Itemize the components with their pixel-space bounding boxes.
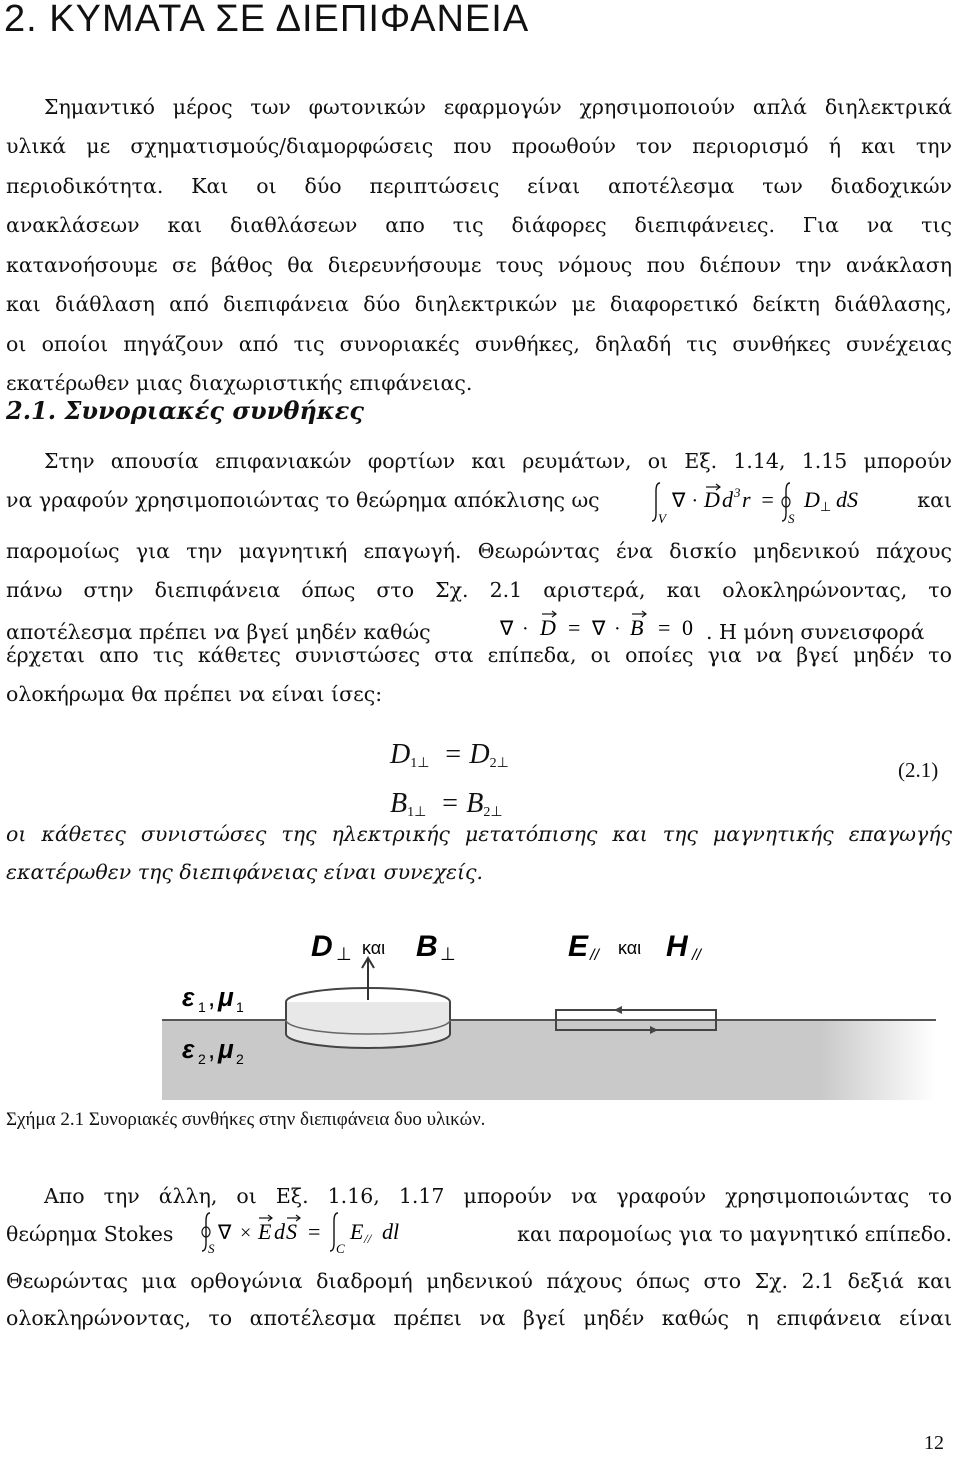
svg-text:dl: dl	[382, 1219, 400, 1244]
para2-line-2-and: και	[917, 488, 952, 512]
svg-text:D: D	[704, 487, 720, 512]
para2-line-2	[6, 485, 952, 526]
svg-text:=: =	[308, 1219, 321, 1244]
svg-text:×: ×	[240, 1222, 252, 1244]
svg-text:E: E	[350, 1219, 364, 1244]
svg-text:D: D	[540, 615, 556, 640]
para4-line-3: Θεωρώντας μια ορθογώνια διαδρομή μηδενικού πάχους όπως στο Σχ. 2.1 δεξιά και	[6, 1269, 952, 1293]
svg-text:d: d	[274, 1219, 285, 1244]
svg-text:V: V	[658, 511, 666, 526]
chapter-title: 2. ΚΥΜΑΤΑ ΣΕ ΔΙΕΠΙΦΑΝΕΙΑ	[4, 0, 530, 40]
divergence-theorem-svg	[646, 477, 886, 527]
para2-line-5-end: . Η μόνη συνεισφορά	[706, 620, 925, 644]
intro-line-5: κατανοήσουμε σε βάθος θα διερευνήσουμε τους νόμους που διέπουν την ανάκλαση	[6, 253, 952, 277]
svg-text:μ: μ	[218, 1034, 234, 1064]
svg-text:∇: ∇	[672, 488, 686, 512]
svg-text:=: =	[568, 615, 581, 640]
svg-text:d: d	[722, 487, 733, 512]
svg-text:E: E	[258, 1219, 272, 1244]
svg-text://: //	[590, 947, 599, 964]
para2-line-5-text: αποτέλεσμα πρέπει να βγεί μηδέν καθώς	[6, 620, 431, 644]
intro-line-4: ανακλάσεων και διαθλάσεων απο τις διάφορες διεπιφάνειες. Για να τις	[6, 213, 952, 237]
svg-text:∇: ∇	[500, 616, 514, 640]
e-parallel-label: E	[568, 930, 589, 963]
equation-d-continuity: $D_{1\perp} = D_{2\perp}$	[390, 739, 509, 771]
equation-b-continuity: $B_{1\perp} = B_{2\perp}$	[390, 788, 503, 820]
svg-text:C: C	[336, 1241, 345, 1256]
svg-text:S: S	[788, 511, 795, 526]
d-perp-label: D	[311, 930, 333, 963]
para2-line-2-text: να γραφούν χρησιμοποιώντας το θεώρημα απόκλισης ως	[6, 488, 600, 512]
svg-text:μ: μ	[218, 982, 234, 1012]
stokes-theorem-svg	[196, 1209, 426, 1257]
medium1-label: ε	[182, 982, 195, 1012]
lower-medium-region	[162, 1020, 936, 1100]
svg-text:r: r	[742, 487, 751, 512]
figure-2-1	[6, 920, 946, 1109]
svg-text:1: 1	[236, 999, 244, 1015]
para3-line-1: οι κάθετες συνιστώσες της ηλεκτρικής μετατόπισης και της μαγνητικής επαγωγής	[6, 822, 952, 846]
divergence-theorem-equation	[646, 477, 886, 535]
svg-text:2: 2	[198, 1051, 206, 1067]
svg-text:,: ,	[208, 1034, 216, 1064]
stokes-theorem-equation	[196, 1209, 426, 1265]
para4-line-2	[6, 1219, 952, 1256]
svg-text:·: ·	[692, 490, 697, 512]
fig-left-and: και	[362, 938, 386, 958]
svg-text:D: D	[804, 487, 820, 512]
svg-text:·: ·	[522, 618, 529, 640]
svg-text:2: 2	[236, 1051, 244, 1067]
medium2-label: ε	[182, 1034, 195, 1064]
para2-line-4: πάνω στην διεπιφάνεια όπως στο Σχ. 2.1 αριστερά, και ολοκληρώνοντας, το	[6, 578, 952, 602]
svg-text:S: S	[208, 1241, 215, 1256]
svg-text:S: S	[286, 1219, 297, 1244]
intro-line-1: Σημαντικό μέρος των φωτονικών εφαρμογών χρησιμοποιούν απλά διηλεκτρικά	[44, 95, 952, 119]
svg-text:3: 3	[734, 485, 741, 500]
h-parallel-label: H	[666, 930, 688, 963]
para2-line-1: Στην απουσία επιφανιακών φορτίων και ρευμάτων, οι Εξ. 1.14, 1.15 μπορούν	[44, 449, 952, 473]
svg-text://: //	[364, 1231, 372, 1246]
intro-line-6: και διάθλαση από διεπιφάνεια δύο διηλεκτρικών με διαφορετικό δείκτη διάθλασης,	[6, 292, 952, 316]
para4-line-2-text: θεώρημα Stokes	[6, 1222, 174, 1246]
svg-text://: //	[692, 947, 701, 964]
svg-text:0: 0	[682, 615, 693, 640]
para4-line-1: Απο την άλλη, οι Εξ. 1.16, 1.17 μπορούν να γραφούν χρησιμοποιώντας το	[44, 1184, 952, 1208]
para2-line-3: παρομοίως για την μαγνητική επαγωγή. Θεωρώντας ένα δισκίο μηδενικού πάχους	[6, 539, 952, 563]
svg-text:·: ·	[614, 618, 621, 640]
figure-svg	[6, 920, 946, 1105]
intro-line-8: εκατέρωθεν μιας διαχωριστικής επιφάνειας.	[6, 371, 473, 395]
svg-text:∇: ∇	[218, 1220, 232, 1244]
svg-text:1: 1	[198, 999, 206, 1015]
equation-number: (2.1)	[898, 758, 939, 782]
intro-line-7: οι οποίοι πηγάζουν από τις συνοριακές συνθήκες, δηλαδή τις συνθήκες συνέχειας	[6, 332, 952, 356]
intro-line-3: περιοδικότητα. Και οι δύο περιπτώσεις είναι αποτέλεσμα των διαδοχικών	[6, 174, 952, 198]
page-number: 12	[924, 1432, 944, 1454]
svg-text:⊥: ⊥	[336, 944, 352, 965]
para4-line-4: ολοκληρώνοντας, το αποτέλεσμα πρέπει να βγεί μηδέν καθώς η επιφάνεια είναι	[6, 1306, 952, 1330]
para2-line-6: έρχεται απο τις κάθετες συνιστώσες στα επίπεδα, οι οποίες για να βγεί μηδέν το	[6, 643, 952, 667]
para3-line-2: εκατέρωθεν της διεπιφάνειας είναι συνεχείς.	[6, 860, 484, 884]
svg-text:∇: ∇	[592, 616, 606, 640]
svg-text:dS: dS	[836, 487, 858, 512]
svg-text:=: =	[658, 615, 671, 640]
section-title: 2.1. Συνοριακές συνθήκες	[6, 396, 364, 425]
svg-text:⊥: ⊥	[820, 500, 832, 515]
intro-line-2: υλικά με σχηματισμούς/διαμορφώσεις που προωθούν τον περιορισμό ή και την	[6, 134, 952, 158]
b-perp-label: B	[416, 930, 438, 963]
svg-text:B: B	[630, 615, 644, 640]
para2-line-7: ολοκήρωμα θα πρέπει να είναι ίσες:	[6, 682, 383, 706]
svg-text:,: ,	[208, 982, 216, 1012]
para4-line-2-end: και παρομοίως για το μαγνητικό επίπεδο.	[517, 1222, 952, 1246]
svg-text:=: =	[760, 487, 775, 512]
fig-right-and: και	[618, 938, 642, 958]
svg-text:⊥: ⊥	[440, 944, 456, 965]
figure-caption: Σχήμα 2.1 Συνοριακές συνθήκες στην διεπιφάνεια δυο υλικών.	[6, 1109, 486, 1130]
